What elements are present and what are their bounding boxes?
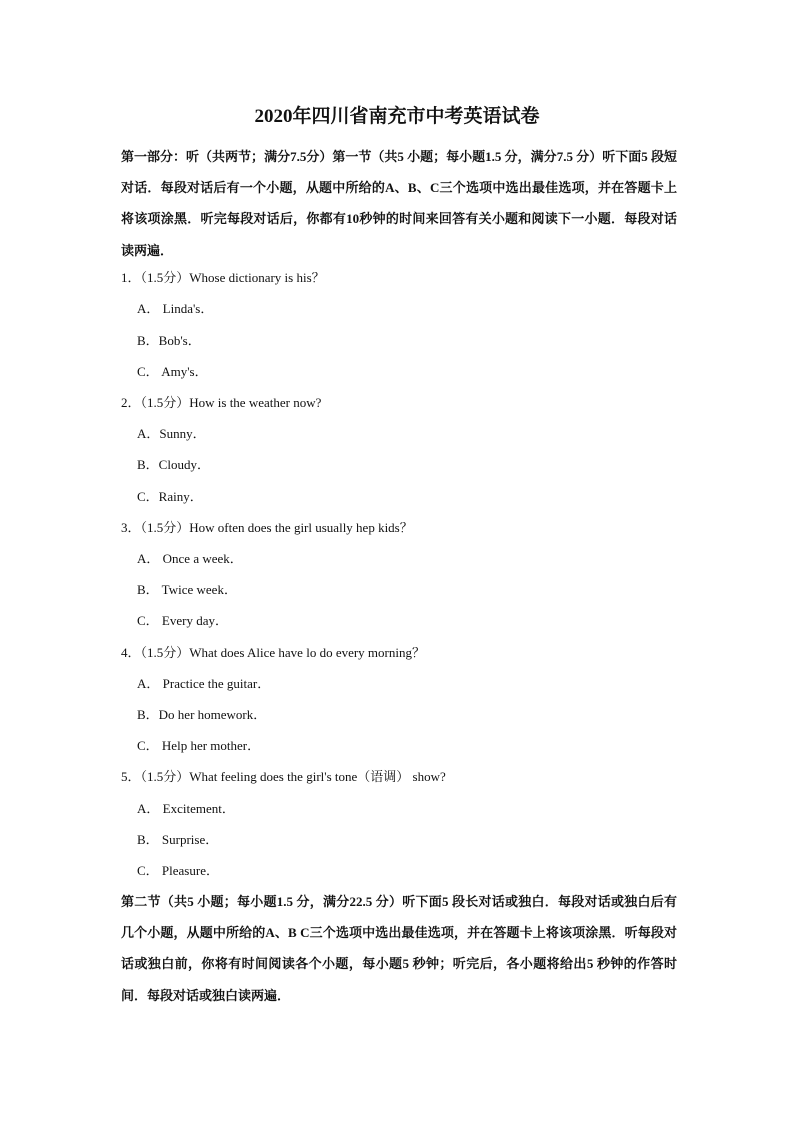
- question-2-stem: 2．（1.5分）How is the weather now?: [121, 395, 322, 410]
- question-4-option-c: C． Help her mother．: [137, 738, 261, 753]
- question-4-option-b: B．Do her homework．: [137, 707, 267, 722]
- question-5-stem: 5．（1.5分）What feeling does the girl's tone（语调） show?: [121, 769, 446, 784]
- question-5-option-c: C． Pleasure．: [137, 863, 219, 878]
- question-1-option-c: C． Amy's．: [137, 364, 208, 379]
- question-1-stem: 1．（1.5分）Whose dictionary is his？: [121, 270, 325, 285]
- question-5-option-a: A． Excitement．: [137, 801, 235, 816]
- question-5-option-b: B． Surprise．: [137, 832, 219, 847]
- section1-instructions: 第一部分：听（共两节；满分7.5分）第一节（共5 小题；每小题1.5 分，满分7.5 分）听下面5 段短对话．每段对话后有一个小题，从题中所给的A、B、C三个选项中选出最佳选项，并在答题卡上将该项涂黑．听完每段对话后，你都有10秒钟的时间来回答有关小题和阅读下一小题．每段对话读两遍．: [121, 149, 677, 258]
- question-4-stem: 4．（1.5分）What does Alice have lo do every morning？: [121, 645, 425, 660]
- section2-instructions: 第二节（共5 小题；每小题1.5 分，满分22.5 分）听下面5 段长对话或独白．每段对话或独白后有几个小题，从题中所给的A、B C三个选项中选出最佳选项，并在答题卡上将该项涂黑．听每段对话或独白前，你将有时间阅读各个小题，每小题5 秒钟；听完后，各小题将给出5 秒钟的作答时间．每段对话或独白读两遍．: [121, 894, 677, 1003]
- exam-title: 2020年四川省南充市中考英语试卷: [254, 106, 540, 127]
- question-1-option-a: A． Linda's．: [137, 301, 214, 316]
- question-3-option-b: B． Twice week．: [137, 582, 237, 597]
- question-2-option-b: B．Cloudy．: [137, 457, 210, 472]
- question-2-option-a: A．Sunny．: [137, 426, 206, 441]
- question-3-option-a: A． Once a week．: [137, 551, 243, 566]
- question-1-option-b: B．Bob's．: [137, 333, 201, 348]
- question-3-stem: 3．（1.5分）How often does the girl usually hep kids？: [121, 520, 413, 535]
- question-2-option-c: C．Rainy．: [137, 489, 203, 504]
- question-3-option-c: C． Every day．: [137, 613, 228, 628]
- question-4-option-a: A． Practice the guitar．: [137, 676, 271, 691]
